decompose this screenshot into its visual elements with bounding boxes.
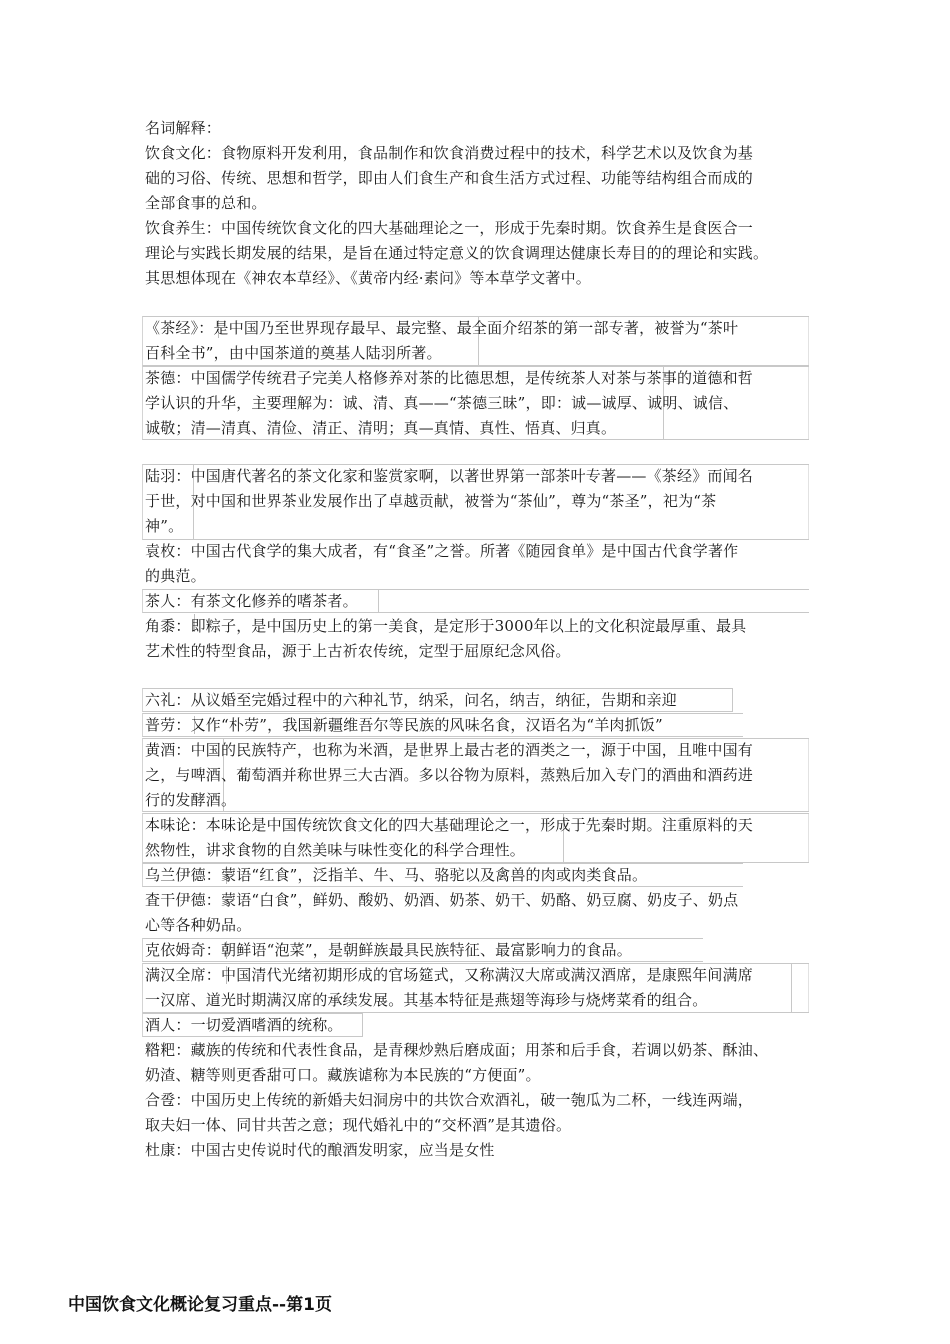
text-line: 心等各种奶品。 <box>145 916 252 934</box>
text-line: 之，与啤酒、葡萄酒并称世界三大古酒。多以谷物为原料，蒸熟后加入专门的酒曲和酒药进 <box>145 766 754 784</box>
text-line: 黄酒：中国的民族特产，也称为米酒，是世界上最古老的酒类之一，源于中国，且唯中国有 <box>145 741 754 759</box>
text-line: 神”。 <box>145 517 184 535</box>
text-line: 取夫妇一体、同甘共苦之意；现代婚礼中的“交杯酒”是其遗俗。 <box>145 1116 572 1134</box>
text-line: 饮食文化：食物原料开发利用，食品制作和饮食消费过程中的技术，科学艺术以及饮食为基 <box>145 144 754 162</box>
text-line: 杜康：中国古史传说时代的酿酒发明家，应当是女性 <box>145 1141 495 1159</box>
text-line: 糌粑：藏族的传统和代表性食品，是青稞炒熟后磨成面；用茶和后手食，若调以奶茶、酥油、 <box>145 1041 769 1059</box>
text-line: 理论与实践长期发展的结果，是旨在通过特定意义的饮食调理达健康长寿目的的理论和实践。 <box>145 244 769 262</box>
text-line: 的典范。 <box>145 567 206 585</box>
section-heading: 名词解释： <box>145 119 222 137</box>
text-line: 行的发酵酒。 <box>145 791 237 809</box>
text-line: 饮食养生：中国传统饮食文化的四大基础理论之一，形成于先秦时期。饮食养生是食医合一 <box>145 219 754 237</box>
text-line: 百科全书”，由中国茶道的奠基人陆羽所著。 <box>145 344 442 362</box>
text-line: 诚敬；清—清真、清俭、清正、清明；真—真情、真性、悟真、归真。 <box>145 419 617 437</box>
text-line: 乌兰伊德：蒙语“红食”，泛指羊、牛、马、骆驼以及禽兽的肉或肉类食品。 <box>145 866 648 884</box>
text-line: 袁枚：中国古代食学的集大成者，有“食圣”之誉。所著《随园食单》是中国古代食学著作 <box>145 542 739 560</box>
text-line: 本味论：本味论是中国传统饮食文化的四大基础理论之一，形成于先秦时期。注重原料的天 <box>145 816 754 834</box>
text-line: 茶德：中国儒学传统君子完美人格修养对茶的比德思想，是传统茶人对茶与茶事的道德和哲 <box>145 369 754 387</box>
text-line: 酒人：一切爱酒嗜酒的统称。 <box>145 1016 343 1034</box>
text-line: 《茶经》：是中国乃至世界现存最早、最完整、最全面介绍茶的第一部专著，被誉为“茶叶 <box>145 319 739 337</box>
text-line: 然物性，讲求食物的自然美味与味性变化的科学合理性。 <box>145 841 526 859</box>
text-line: 普劳：又作“朴劳”，我国新疆维吾尔等民族的风味名食，汉语名为“羊肉抓饭” <box>145 716 663 734</box>
text-line: 一汉席、道光时期满汉席的承续发展。其基本特征是燕翅等海珍与烧烤菜肴的组合。 <box>145 991 708 1009</box>
text-line: 陆羽：中国唐代著名的茶文化家和鉴赏家啊，以著世界第一部茶叶专著——《茶经》而闻名 <box>145 467 754 485</box>
text-line: 其思想体现在《神农本草经》、《黄帝内经·素问》等本草学文著中。 <box>145 269 591 287</box>
text-line: 艺术性的特型食品，源于上古祈农传统，定型于屈原纪念风俗。 <box>145 642 571 660</box>
text-line: 奶渣、糖等则更香甜可口。藏族谑称为本民族的“方便面”。 <box>145 1066 541 1084</box>
text-line: 合卺：中国历史上传统的新婚夫妇洞房中的共饮合欢酒礼，破一匏瓜为二杯，一线连两端， <box>145 1091 754 1109</box>
text-line: 克依姆奇：朝鲜语“泡菜”，是朝鲜族最具民族特征、最富影响力的食品。 <box>145 941 632 959</box>
text-line: 六礼：从议婚至完婚过程中的六种礼节，纳采，问名，纳吉，纳征，告期和亲迎 <box>145 691 678 709</box>
text-line: 茶人：有茶文化修养的嗜茶者。 <box>145 592 358 610</box>
text-line: 满汉全席：中国清代光绪初期形成的官场筵式，又称满汉大席或满汉酒席，是康熙年间满席 <box>145 966 754 984</box>
text-line: 角黍：即粽子，是中国历史上的第一美食，是定形于3000年以上的文化积淀最厚重、最具 <box>145 617 747 635</box>
text-line: 査干伊德：蒙语“白食”，鲜奶、酸奶、奶酒、奶茶、奶干、奶酪、奶豆腐、奶皮子、奶点 <box>145 891 739 909</box>
page-footer: 中国饮食文化概论复习重点--第1页 <box>68 1295 332 1315</box>
text-line: 全部食事的总和。 <box>145 194 267 212</box>
text-line: 础的习俗、传统、思想和哲学，即由人们食生产和食生活方式过程、功能等结构组合而成的 <box>145 169 754 187</box>
text-line: 于世，对中国和世界茶业发展作出了卓越贡献，被誉为“茶仙”，尊为“茶圣”，祀为“茶 <box>145 492 717 510</box>
text-line: 学认识的升华，主要理解为：诚、清、真——“茶德三昧”，即：诚—诚厚、诚明、诚信、 <box>145 394 739 412</box>
